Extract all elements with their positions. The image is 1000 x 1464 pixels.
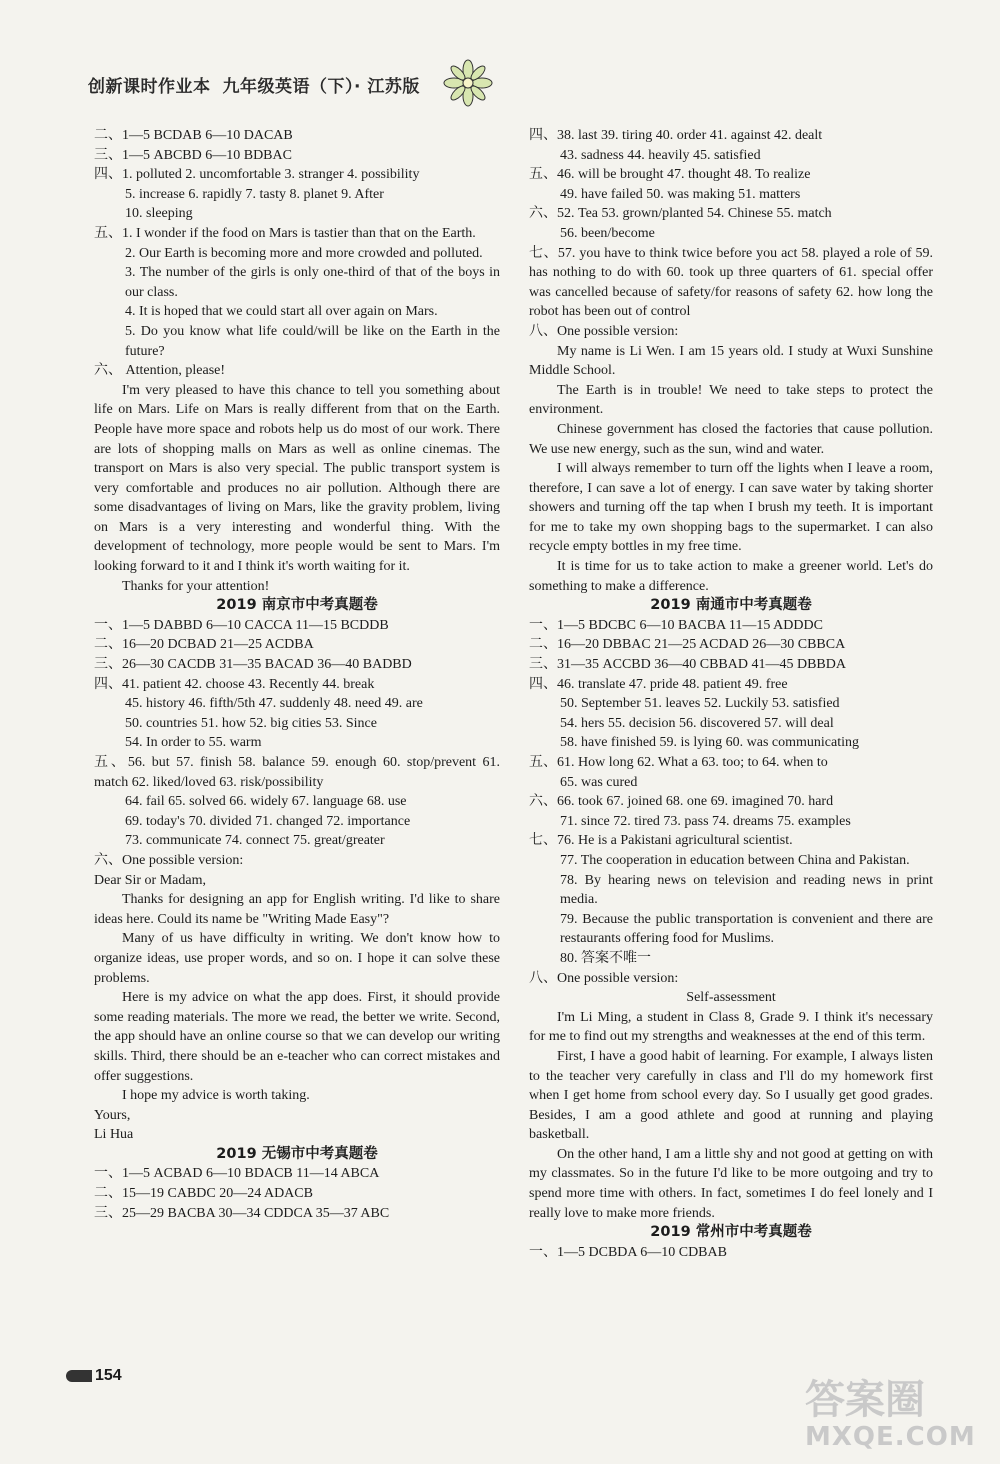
essay-paragraph: My name is Li Wen. I am 15 years old. I study at Wuxi Sunshine Middle School.	[529, 343, 933, 379]
answer-line: 54. In order to 55. warm	[125, 735, 262, 751]
answer-line: 三、31—35 ACCBD 36—40 CBBAD 41—45 DBBDA	[529, 657, 846, 673]
essay-paragraph: Chinese government has closed the factories that cause pollution. We use new energy, such as the sun, wind and water.	[529, 421, 933, 457]
page-tab-icon	[66, 1370, 92, 1382]
answer-line: 六、 Attention, please!	[94, 363, 226, 379]
answer-paragraph: 七、57. you have to think twice before you act 58. played a role of 59. has nothing to do with 60. took up three quarters of 61. special offer was cancelled because of safety/for reasons of safety 62. how long the robot has been out of control	[529, 245, 933, 320]
answer-line: 六、66. took 67. joined 68. one 69. imagined 70. hard	[529, 794, 834, 810]
watermark-text: 答案圈	[805, 1377, 925, 1423]
answer-line: 一、1—5 DABBD 6—10 CACCA 11—15 BCDDB	[94, 617, 389, 633]
section-title: 2019 南京市中考真题卷	[216, 597, 378, 614]
answer-line: 一、1—5 DCBDA 6—10 CDBAB	[529, 1244, 727, 1260]
answer-line: 56. been/become	[560, 225, 655, 241]
answer-line: 54. hers 55. decision 56. discovered 57. will deal	[560, 715, 834, 731]
answer-line: 64. fail 65. solved 66. widely 67. language 68. use	[125, 794, 407, 810]
left-answer-column	[94, 126, 500, 1223]
answer-paragraph: 2. Our Earth is becoming more and more crowded and polluted.	[125, 245, 483, 261]
answer-line: 49. have failed 50. was making 51. matters	[560, 186, 801, 202]
answer-line: 45. history 46. fifth/5th 47. suddenly 48. need 49. are	[125, 696, 423, 712]
answer-line: 二、15—19 CABDC 20—24 ADACB	[94, 1186, 313, 1202]
answer-line: 二、16—20 DBBAC 21—25 ACDAD 26—30 CBBCA	[529, 637, 846, 653]
answer-line: 三、1—5 ABCBD 6—10 BDBAC	[94, 147, 292, 163]
answer-line: 5. increase 6. rapidly 7. tasty 8. planet 9. After	[125, 186, 384, 202]
essay-paragraph: First, I have a good habit of learning. For example, I always listen to the teacher very carefully in class and I'll do my homework first when I get home from school every day. So I usually get good grades. Besides, I am a good athlete and good at running and playing basketball.	[529, 1048, 933, 1143]
answer-paragraph: 79. Because the public transportation is convenient and there are restaurants offering food for Muslims.	[560, 911, 933, 947]
answer-line: 四、46. translate 47. pride 48. patient 49. free	[529, 676, 788, 692]
essay-paragraph: On the other hand, I am a little shy and not good at getting on with my classmates. So in the future I'd like to be more outgoing and try to spend more time with others. In fact, sometimes I do feel lonely and I really love to make more friends.	[529, 1146, 933, 1221]
answer-line: 六、One possible version:	[94, 852, 244, 868]
essay-paragraph: Here is my advice on what the app does. First, it should provide some reading materials. The more we read, the better we write. Second, the app should have an online course so that we can develop our writing skills. Third, there should be an e-teacher who can correct mistakes and offer suggestions.	[94, 990, 500, 1084]
right-answer-column	[529, 126, 933, 1262]
answer-line: 50. September 51. leaves 52. Luckily 53. satisfied	[560, 696, 840, 712]
answer-line: 73. communicate 74. connect 75. great/greater	[125, 833, 385, 849]
answer-line: 四、38. last 39. tiring 40. order 41. against 42. dealt	[529, 128, 823, 143]
page-number: 154	[66, 1367, 122, 1385]
essay-line: Yours,	[94, 1107, 131, 1123]
answer-line: 一、1—5 BDCBC 6—10 BACBA 11—15 ADDDC	[529, 617, 823, 633]
answer-line: 80. 答案不唯一	[560, 950, 651, 966]
book-subtitle: 九年级英语（下）· 江苏版	[222, 77, 420, 97]
answer-line: 八、One possible version:	[529, 323, 679, 339]
answer-paragraph: 4. It is hoped that we could start all over again on Mars.	[125, 304, 438, 320]
answer-line: 58. have finished 59. is lying 60. was communicating	[560, 735, 860, 751]
essay-paragraph: I'm very pleased to have this chance to tell you something about life on Mars. Life on Mars is really different from that on the Earth. People have more space and robots help us do most of our work. There are lots of shopping malls on Mars as well as online cinemas. The transport on Mars is also very special. The public transport system is very comfortable and produces no air pollution. Although there are some disadvantages of living on Mars, like the gravity problem, living on Mars is a very interesting and wonderful thing. With the development of technology, more people would be sent to Mars. I'm looking forward to it and I think it's worth waiting for it.	[94, 382, 500, 575]
answer-line: 77. The cooperation in education between China and Pakistan.	[560, 852, 910, 868]
answer-line: 一、1—5 ACBAD 6—10 BDACB 11—14 ABCA	[94, 1166, 380, 1182]
answer-line: 50. countries 51. how 52. big cities 53. Since	[125, 715, 377, 731]
answer-paragraph: 78. By hearing news on television and reading news in print media.	[560, 872, 933, 908]
answer-paragraph: 五、56. but 57. finish 58. balance 59. enough 60. stop/prevent 61. match 62. liked/loved 63. risk/possibility	[94, 755, 500, 790]
answer-line: 八、One possible version:	[529, 970, 679, 986]
answer-line: 三、26—30 CACDB 31—35 BACAD 36—40 BADBD	[94, 657, 412, 673]
watermark-url: MXQE.COM	[805, 1422, 976, 1452]
essay-line: Dear Sir or Madam,	[94, 872, 206, 888]
page-header	[88, 72, 420, 97]
section-title: 2019 南通市中考真题卷	[650, 597, 812, 614]
answer-line: 65. was cured	[560, 774, 638, 790]
flower-icon	[440, 58, 496, 108]
essay-title: Self-assessment	[686, 990, 776, 1006]
answer-line: 五、46. will be brought 47. thought 48. To realize	[529, 167, 811, 183]
answer-line: 三、25—29 BACBA 30—34 CDDCA 35—37 ABC	[94, 1205, 390, 1221]
essay-paragraph: I'm Li Ming, a student in Class 8, Grade 9. I think it's necessary for me to find out my strengths and weaknesses at the end of this term.	[529, 1009, 933, 1045]
essay-paragraph: Thanks for designing an app for English writing. I'd like to share ideas here. Could its name be "Writing Made Easy"?	[94, 892, 500, 927]
section-title: 2019 常州市中考真题卷	[650, 1224, 812, 1241]
book-title: 创新课时作业本	[88, 77, 211, 97]
answer-line: 七、76. He is a Pakistani agricultural scientist.	[529, 833, 793, 849]
answer-paragraph: 5. Do you know what life could/will be like on the Earth in the future?	[125, 323, 500, 359]
answer-line: 二、1—5 BCDAB 6—10 DACAB	[94, 128, 293, 143]
answer-line: 43. sadness 44. heavily 45. satisfied	[560, 147, 761, 163]
essay-paragraph: I hope my advice is worth taking.	[122, 1088, 310, 1104]
answer-line: 71. since 72. tired 73. pass 74. dreams 75. examples	[560, 813, 851, 829]
essay-paragraph: The Earth is in trouble! We need to take steps to protect the environment.	[529, 382, 933, 418]
answer-line: 四、1. polluted 2. uncomfortable 3. stranger 4. possibility	[94, 167, 420, 183]
answer-paragraph: 五、1. I wonder if the food on Mars is tastier than that on the Earth.	[94, 225, 476, 241]
section-title: 2019 无锡市中考真题卷	[216, 1145, 378, 1162]
answer-line: 69. today's 70. divided 71. changed 72. importance	[125, 813, 411, 829]
watermark	[805, 1378, 976, 1452]
essay-paragraph: Thanks for your attention!	[122, 578, 270, 594]
essay-paragraph: I will always remember to turn off the lights when I leave a room, therefore, I can save a lot of energy. I can save water by taking shorter showers and turning off the tap when I brush my teeth. It is important for me to take my own shopping bags to the supermarket. I can also recycle empty bottles in my free time.	[529, 461, 933, 555]
answer-line: 四、41. patient 42. choose 43. Recently 44. break	[94, 676, 375, 692]
essay-paragraph: It is time for us to take action to make a greener world. Let's do something to make a difference.	[529, 559, 933, 594]
answer-line: 10. sleeping	[125, 206, 193, 222]
answer-line: 二、16—20 DCBAD 21—25 ACDBA	[94, 637, 314, 653]
essay-paragraph: Many of us have difficulty in writing. We don't know how to organize ideas, use proper words, and so on. I hope it can solve these problems.	[94, 931, 500, 986]
answer-paragraph: 3. The number of the girls is only one-third of that of the boys in our class.	[125, 265, 500, 300]
essay-line: Li Hua	[94, 1127, 134, 1143]
answer-line: 五、61. How long 62. What a 63. too; to 64. when to	[529, 755, 828, 770]
answer-line: 六、52. Tea 53. grown/planted 54. Chinese 55. match	[529, 206, 832, 222]
